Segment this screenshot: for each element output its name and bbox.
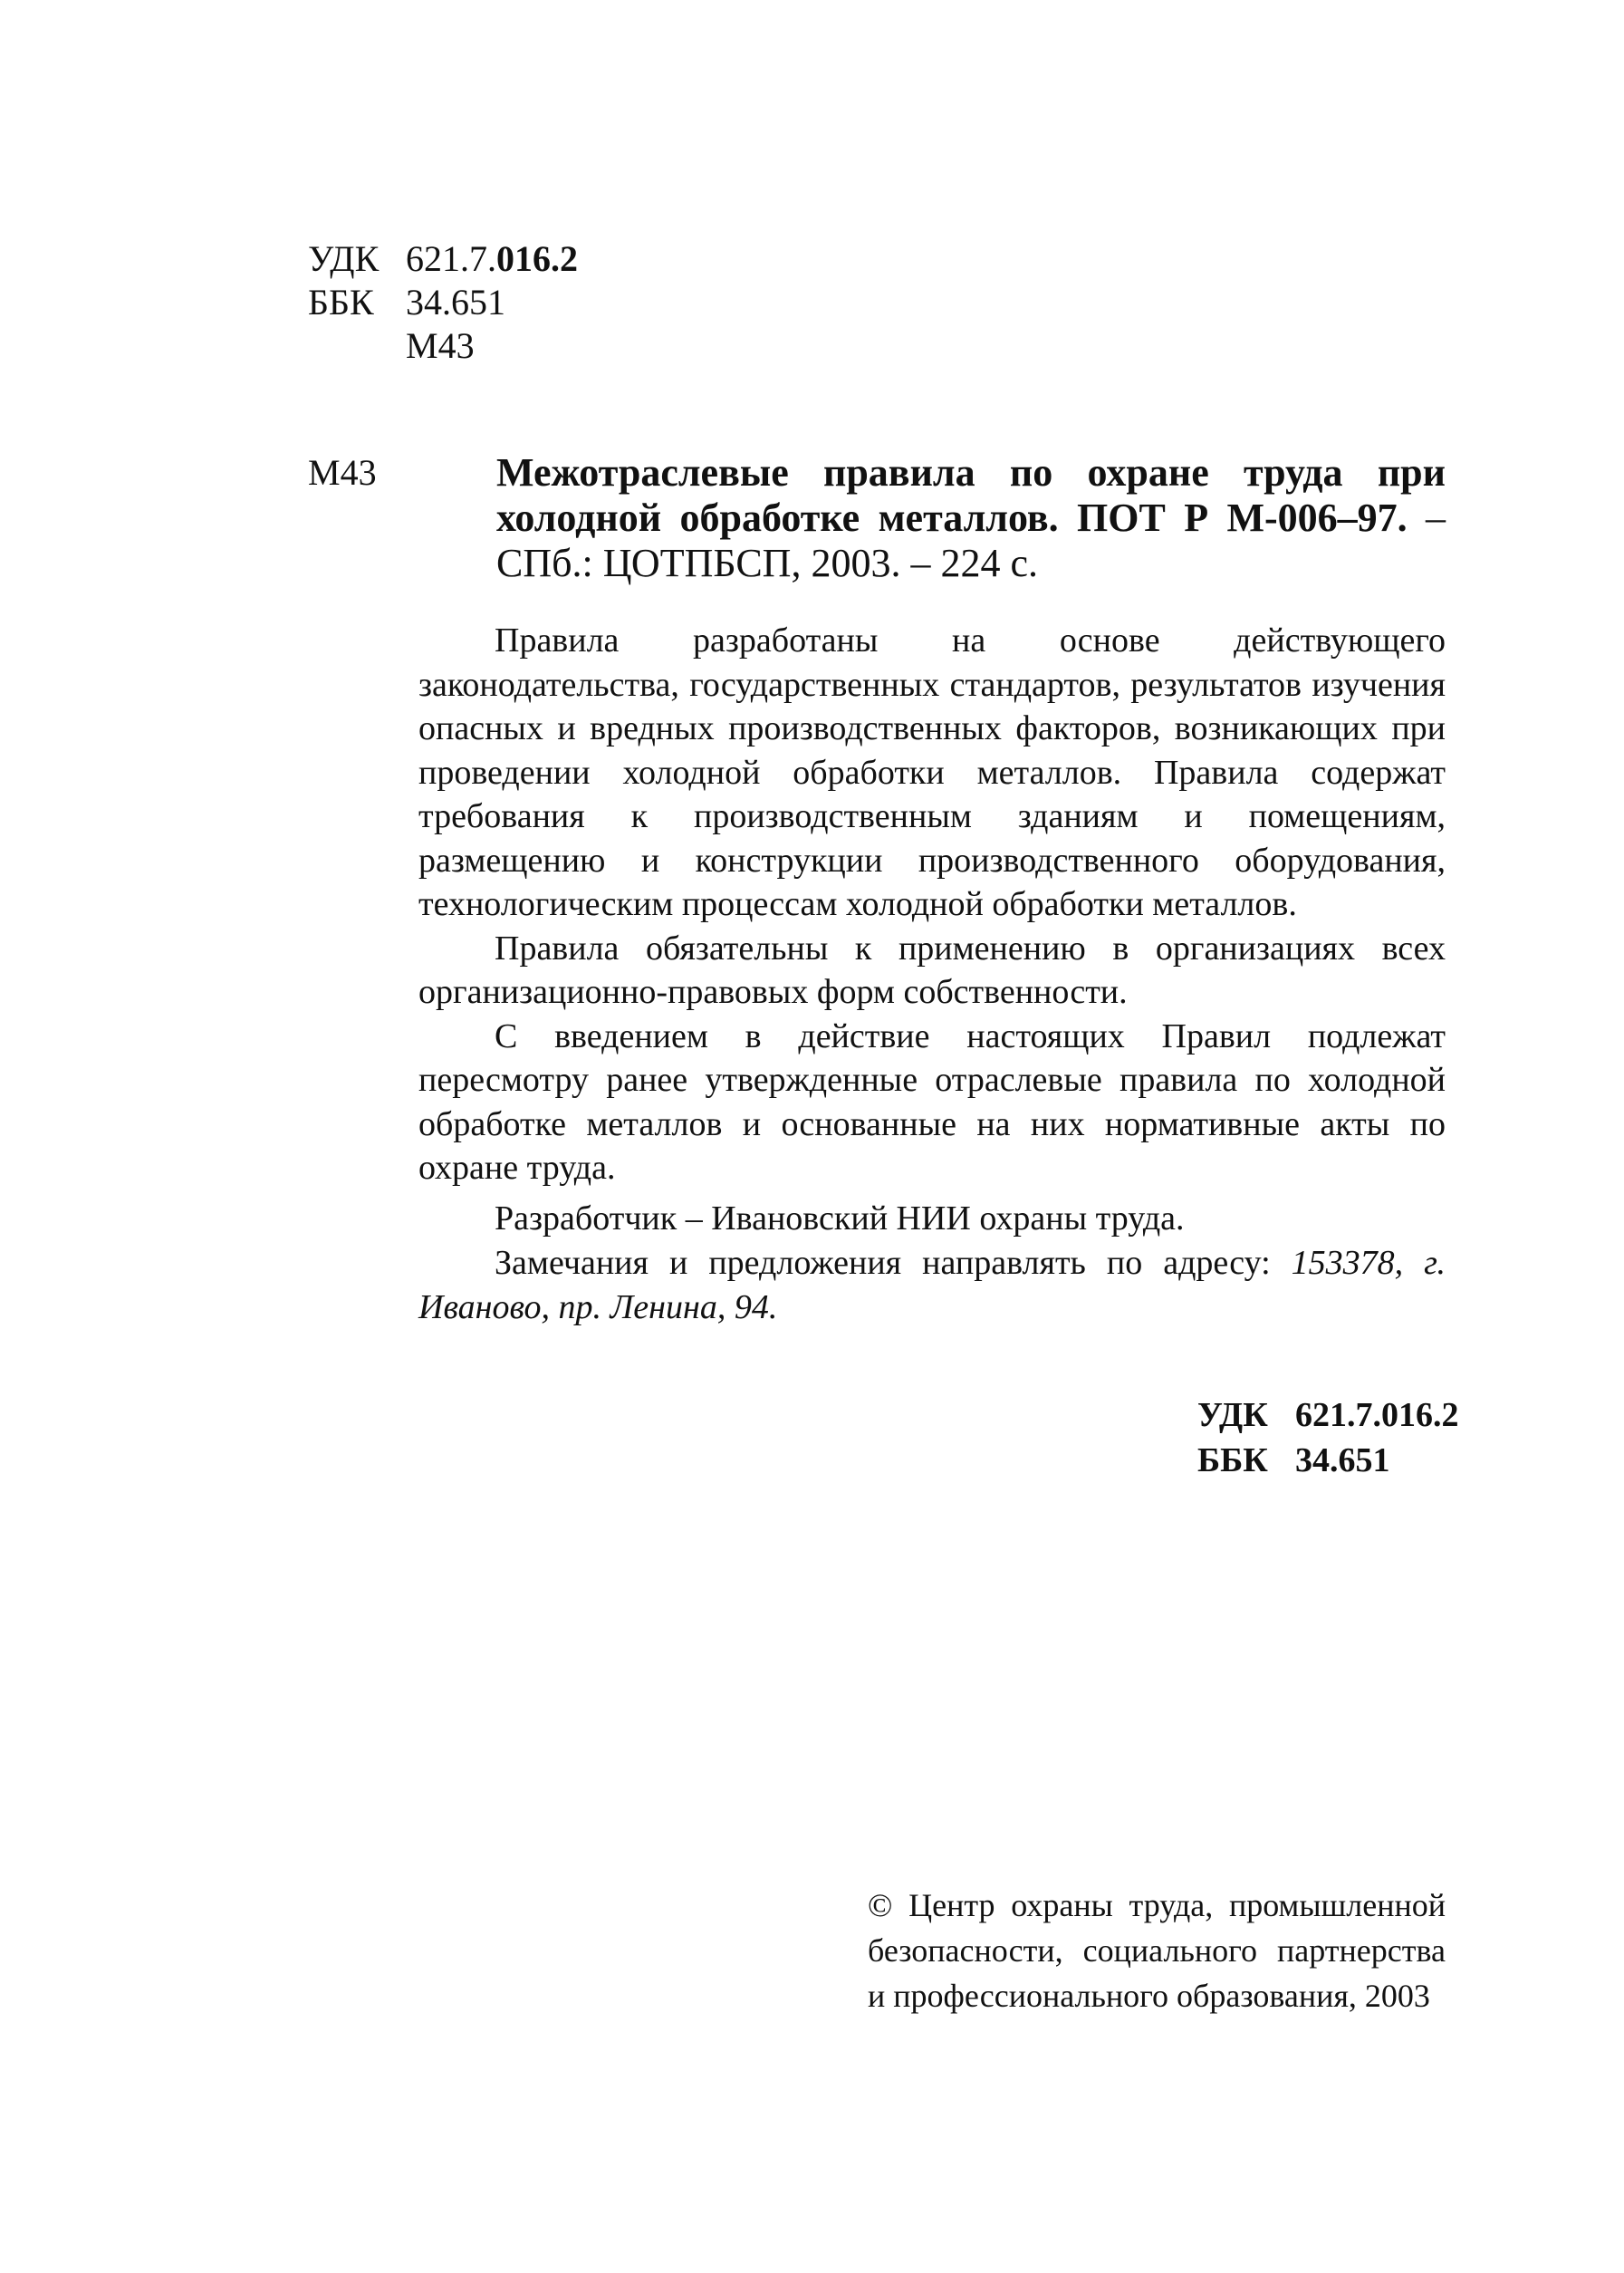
- bbk-bold-label: ББК: [1197, 1441, 1268, 1479]
- udk-bold-line: [1197, 1392, 1459, 1438]
- bbk-value: 34.651: [406, 282, 505, 323]
- udk-bold-label: УДК: [1197, 1396, 1268, 1434]
- abstract: [418, 619, 1446, 1190]
- abstract-paragraph-2: Правила обязательны к применению в организациях всех организационно-правовых форм собственности.: [418, 929, 1446, 1011]
- remarks-lead: Замечания и предложения направлять по адресу:: [495, 1244, 1292, 1282]
- title-imprint: – СПб.: ЦОТПБСП, 2003. – 224 с.: [496, 496, 1446, 585]
- abstract-paragraph-1: Правила разработаны на основе действующего законодательства, государственных стандартов, результатов изучения опасных и вредных производственных факторов, возникающих при проведении холодной обработки металлов. Правила содержат требования к производственным зданиям и помещениям, размещению и конструкции производственного оборудования, технологическим процессам холодной обработки металлов.: [418, 621, 1446, 923]
- udk-label: УДК: [308, 238, 380, 279]
- developer-block: [418, 1197, 1446, 1330]
- bbk-label: ББК: [308, 282, 374, 323]
- udk-value: 621.7.: [406, 238, 496, 279]
- abstract-paragraph-3: С введением в действие настоящих Правил подлежат пересмотру ранее утвержденные отраслевые правила по холодной обработке металлов и основанные на них нормативные акты по охране труда.: [418, 1016, 1446, 1187]
- title-bold: Межотраслевые правила по охране труда при холодной обработке металлов. ПОТ Р М-006–97.: [496, 450, 1446, 540]
- udk-line: [308, 237, 578, 281]
- udk-value-bold: 016.2: [496, 238, 578, 279]
- bbk-bold-value: 34.651: [1295, 1441, 1390, 1479]
- bbk-bold-line: [1197, 1438, 1459, 1483]
- classification-block: [308, 237, 578, 368]
- author-mark: М43: [406, 325, 475, 366]
- classification-bold-block: [1197, 1392, 1459, 1483]
- remarks-address: 153378, г. Иваново, пр. Ленина, 94.: [418, 1244, 1446, 1326]
- developer-line: Разработчик – Ивановский НИИ охраны труда.: [495, 1199, 1185, 1238]
- entry-title: [496, 450, 1446, 586]
- bbk-line: [308, 281, 578, 324]
- author-mark-line: [308, 324, 578, 368]
- copyright-notice: © Центр охраны труда, промышленной безопасности, социального партнерства и профессионального образования, 2003: [868, 1887, 1446, 2014]
- udk-bold-value: 621.7.016.2: [1295, 1396, 1459, 1434]
- remarks-line: [418, 1241, 1446, 1330]
- entry-mark: М43: [308, 452, 377, 493]
